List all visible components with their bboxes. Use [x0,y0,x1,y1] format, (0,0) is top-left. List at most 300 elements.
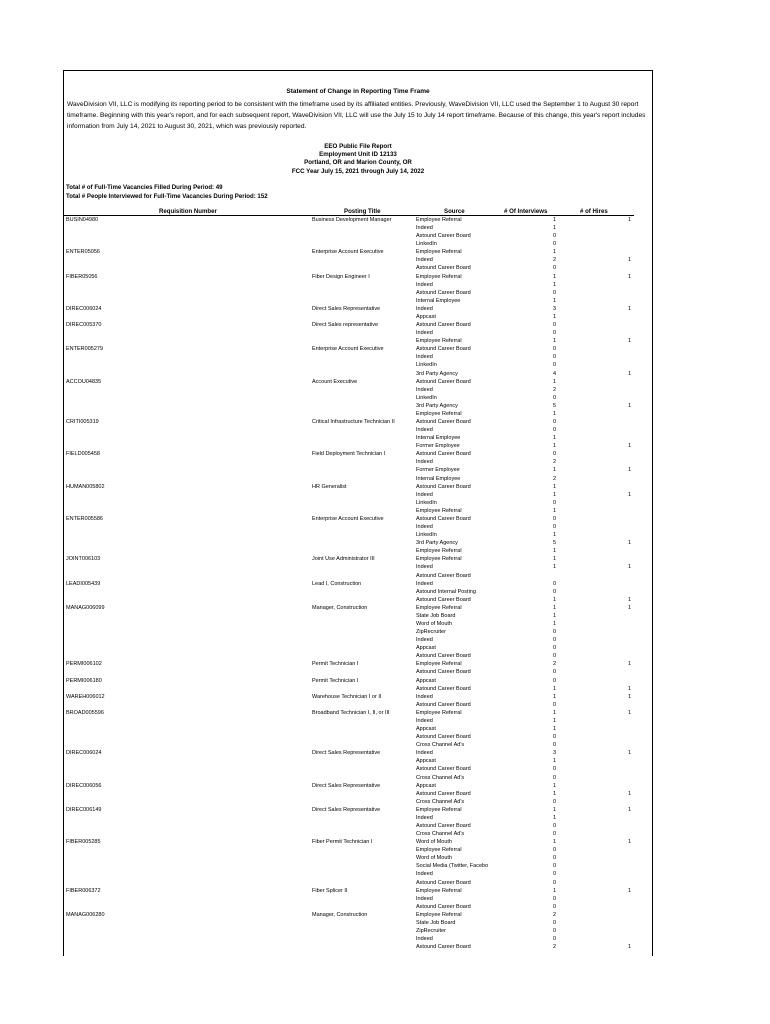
table-row [64,830,652,838]
col-header-source: Source [444,208,465,215]
col-header-interviews: # Of Interviews [504,208,548,215]
interview-count: 2 [552,386,556,393]
table-row [64,297,652,305]
interview-count: 1 [552,297,556,304]
interview-count: 1 [552,483,556,490]
interview-count: 1 [552,507,556,514]
source: Appcast [416,782,436,789]
posting-title: Manager, Construction [312,604,368,611]
table-row [64,733,652,741]
table-row [64,709,652,717]
posting-title: Fiber Design Engineer I [312,273,370,280]
interview-count: 0 [552,895,556,902]
table-row [64,879,652,887]
requisition-number: JOINT006103 [66,556,101,563]
posting-title: Critical Infrastructure Technician II [312,419,395,425]
hire-count: 1 [627,685,631,692]
source: 3rd Party Agency [416,540,458,547]
posting-title: Field Deployment Technician I [312,451,386,458]
interview-count: 0 [552,322,556,329]
table-row [64,943,652,951]
source: Indeed [416,386,433,393]
hire-count: 1 [627,257,631,264]
source: Indeed [416,305,433,312]
total-vacancies-filled: Total # of Full-Time Vacancies Filled During Period: 49 [66,184,223,191]
source: Astound Career Board [416,823,471,829]
col-header-requisition: Requisition Number [159,208,217,215]
table-row [64,911,652,919]
table-row [64,378,652,386]
table-row [64,466,652,474]
table-row [64,701,652,709]
source: Cross Channel Ad's [416,742,465,749]
hire-count: 1 [627,491,631,498]
source: Former Employee [416,467,460,474]
requisition-number: WAREH006012 [66,693,105,700]
report-location: Portland, OR and Marion County, OR [304,159,412,166]
interview-count: 0 [552,637,556,644]
source: Indeed [416,354,433,361]
requisition-number: MANAG006280 [66,911,105,918]
hire-count: 1 [627,564,631,571]
interview-count: 1 [552,596,556,603]
requisition-number: ACCOU04835 [66,378,102,385]
table-row [64,895,652,903]
source: LinkedIn [416,241,437,248]
source: Astound Internal Posting [416,588,476,595]
interview-count: 0 [552,354,556,361]
interview-count: 1 [552,435,556,442]
source: Astound Career Board [416,734,471,741]
source: Astound Career Board [416,903,471,910]
table-row [64,919,652,927]
source: Employee Referral [416,709,462,716]
hire-count: 1 [627,305,631,312]
requisition-number: ENTER005279 [66,346,103,353]
interview-count: 1 [552,443,556,450]
source: Indeed [416,895,433,902]
table-row [64,289,652,297]
table-row [64,434,652,442]
table-row [64,499,652,507]
source: Astound Career Board [416,451,471,458]
interview-count: 1 [552,612,556,619]
requisition-number: FIBER05056 [66,273,98,280]
interview-count: 0 [552,774,556,781]
source: Indeed [416,814,433,821]
employment-unit-id: Employment Unit ID 12133 [319,151,397,158]
table-row [64,927,652,935]
source: Employee Referral [416,604,462,611]
interview-count: 0 [552,847,556,854]
table-row [64,483,652,491]
table-row [64,612,652,620]
table-row [64,596,652,604]
hire-count: 1 [627,443,631,450]
table-row [64,442,652,450]
requisition-number: PERMI006180 [66,677,102,684]
table-row [64,588,652,596]
interview-count: 1 [552,814,556,821]
posting-title: Permit Technician I [312,661,359,668]
source: Appcast [416,758,436,765]
interview-count: 1 [552,685,556,692]
interview-count: 1 [552,467,556,474]
table-row [64,636,652,644]
interview-count: 1 [552,313,556,320]
table-row [64,620,652,628]
table-row [64,450,652,458]
report-period: FCC Year July 15, 2021 through July 14, 2022 [291,168,425,175]
source: Cross Channel Ad's [416,831,465,838]
posting-title: Enterprise Account Executive [312,515,384,522]
table-row [64,580,652,588]
table-row [64,660,652,668]
table-row [64,515,652,523]
interview-count: 0 [552,645,556,652]
table-row [64,693,652,701]
interview-count: 0 [552,419,556,425]
requisition-number: HUMAN005802 [66,483,105,490]
interview-count: 0 [552,394,556,401]
hire-count: 1 [627,273,631,280]
interview-count: 0 [552,515,556,522]
posting-title: Direct Sales Representative [312,750,381,757]
requisition-number: FIELD005458 [66,451,100,458]
requisition-number: DIREC006024 [66,750,102,757]
table-row [64,774,652,782]
source: Astound Career Board [416,669,471,676]
table-row [64,305,652,313]
source: Indeed [416,580,433,587]
table-row [64,854,652,862]
requisition-number: LEADI005439 [66,580,101,587]
table-row [64,563,652,571]
hire-count: 1 [627,887,631,894]
source: Indeed [416,330,433,337]
source: Employee Referral [416,887,462,894]
statement-title: Statement of Change in Reporting Time Frame [286,88,430,95]
report-page [63,70,653,956]
interview-count: 1 [552,548,556,555]
interview-count: 0 [552,734,556,741]
source: State Job Board [416,919,456,926]
requisition-number: BUSIN04980 [66,217,99,223]
source: Employee Referral [416,410,462,417]
source: Astound Career Board [416,419,471,425]
source: Employee Referral [416,548,462,555]
interview-count: 3 [552,305,556,312]
source: Former Employee [416,443,460,450]
table-row [64,281,652,289]
table-row [64,224,652,232]
source: Indeed [416,257,433,264]
table-row [64,232,652,240]
source: Employee Referral [416,273,462,280]
source: Indeed [416,564,433,571]
posting-title: Fiber Splicer II [312,887,348,894]
requisition-number: DIREC006024 [66,305,102,312]
source: Word of Mouth [416,621,452,627]
interview-count: 1 [552,273,556,280]
table-row [64,273,652,281]
table-row [64,903,652,911]
interview-count: 0 [552,451,556,458]
table-row [64,345,652,353]
source: Indeed [416,750,433,757]
table-row [64,644,652,652]
hire-count: 1 [627,790,631,797]
table-row [64,475,652,483]
table-row [64,765,652,773]
interview-count: 1 [552,249,556,256]
posting-title: Enterprise Account Executive [312,346,384,353]
hire-count: 1 [627,750,631,757]
table-row [64,361,652,369]
table-row [64,329,652,337]
interview-count: 0 [552,936,556,943]
source: Astound Career Board [416,685,471,692]
requisition-number: ENTER005586 [66,515,103,522]
table-row [64,572,652,580]
interview-count: 0 [552,330,556,337]
table-row [64,725,652,733]
source: State Job Board [416,612,456,619]
interview-count: 1 [552,717,556,724]
source: Astound Career Board [416,596,471,603]
interview-count: 1 [552,782,556,789]
table-row [64,337,652,345]
posting-title: Fiber Permit Technician I [312,839,373,846]
table-row [64,321,652,329]
source: Astound Career Board [416,944,471,951]
table-row [64,370,652,378]
source: LinkedIn [416,394,437,401]
interview-count: 0 [552,677,556,684]
interview-count: 1 [552,281,556,288]
interview-count: 1 [552,709,556,716]
source: Astound Career Board [416,265,471,272]
source: Social Media (Twitter, Facebo [416,863,489,870]
source: Indeed [416,491,433,498]
interview-count: 1 [552,410,556,417]
table-row [64,216,652,224]
table-row [64,822,652,830]
posting-title: Joint Use Administrator III [312,556,375,563]
source: Cross Channel Ad's [416,774,465,781]
source: Appcast [416,645,436,652]
source: Indeed [416,281,433,288]
interview-count: 0 [552,863,556,870]
hire-count: 1 [627,709,631,716]
hire-count: 1 [627,839,631,846]
table-row [64,240,652,248]
source: Employee Referral [416,911,462,918]
interview-count: 0 [552,233,556,240]
posting-title: Direct Sales representative [312,322,379,329]
table-row [64,523,652,531]
hire-count: 1 [627,467,631,474]
interview-count: 0 [552,855,556,862]
interview-count: 1 [552,217,556,223]
table-row [64,539,652,547]
source: Astound Career Board [416,515,471,522]
posting-title: Direct Sales Representative [312,806,381,813]
interview-count: 1 [552,887,556,894]
col-header-hires: # of Hires [580,208,608,215]
interview-count: 1 [552,621,556,627]
source: ZipRecruiter [416,629,446,636]
hire-count: 1 [627,370,631,377]
source: Indeed [416,717,433,724]
table-row [64,757,652,765]
source: ZipRecruiter [416,928,446,935]
hire-count: 1 [627,604,631,611]
interview-count: 0 [552,241,556,248]
interview-count: 1 [552,839,556,846]
table-row [64,677,652,685]
report-heading: EEO Public File Report [324,143,392,150]
source: Indeed [416,459,433,466]
table-row [64,870,652,878]
source: Astound Career Board [416,289,471,296]
hire-count: 1 [627,661,631,668]
interview-count: 0 [552,669,556,676]
source: Employee Referral [416,556,462,563]
interview-count: 1 [552,693,556,700]
col-header-posting-title: Posting Title [344,208,381,215]
source: Astound Career Board [416,879,471,886]
source: Astound Career Board [416,322,471,329]
hire-count: 1 [627,338,631,345]
requisition-number: FIBER006372 [66,887,101,894]
interview-count: 0 [552,871,556,878]
requisition-number: PERMI006102 [66,661,102,668]
source: Cross Channel Ad's [416,798,465,805]
interview-count: 1 [552,758,556,765]
interview-count: 1 [552,225,556,232]
requisition-number: DIREC006149 [66,806,102,813]
source: Astound Career Board [416,378,471,385]
interview-count: 0 [552,919,556,926]
interview-count: 0 [552,701,556,708]
table-row [64,410,652,418]
interview-count: 1 [552,491,556,498]
interview-count: 5 [552,402,556,409]
interview-count: 4 [552,370,556,377]
interview-count: 0 [552,903,556,910]
table-row [64,531,652,539]
source: Astound Career Board [416,766,471,773]
interview-count: 2 [552,459,556,466]
table-row [64,604,652,612]
table-row [64,386,652,394]
table-row [64,887,652,895]
posting-title: Business Development Manager [312,217,392,223]
source: Employee Referral [416,847,462,854]
interview-count: 1 [552,564,556,571]
interview-count: 1 [552,790,556,797]
interview-count: 1 [552,532,556,539]
source: Astound Career Board [416,572,471,579]
table-row [64,353,652,361]
table-row [64,652,652,660]
source: Internal Employee [416,435,461,442]
interview-count: 0 [552,653,556,660]
statement-body: WaveDivision VII, LLC is modifying its reporting period to be consistent with the timeframe used by its affiliated entities. Previously, WaveDivision VII, LLC used the September 1 to August 30 report timeframe. Beginning with this year's report, and for each subsequent report, WaveDivision VII, LLC will use the July 15 to July 14 report timeframe. Because of this change, this year's report includes information from July 14, 2021 to August 30, 2021, which was previously reported. [67,101,646,130]
interview-count: 0 [552,362,556,369]
posting-title: Direct Sales Representative [312,305,381,312]
hire-count: 1 [627,217,631,223]
source: Word of Mouth [416,855,452,862]
table-row [64,256,652,264]
source: Employee Referral [416,507,462,514]
table-row [64,685,652,693]
table-row [64,248,652,256]
posting-title: Lead I, Construction [312,580,362,587]
table-row [64,394,652,402]
hire-count: 1 [627,402,631,409]
source: Indeed [416,225,433,232]
source: Appcast [416,313,436,320]
source: Indeed [416,936,433,943]
source: Word of Mouth [416,839,452,846]
interview-count: 3 [552,750,556,757]
posting-title: Warehouse Technician I or II [312,693,382,700]
posting-title: Direct Sales Representative [312,782,381,789]
table-row [64,426,652,434]
interview-count: 2 [552,257,556,264]
requisition-number: BROAD005596 [66,709,104,716]
table-row [64,491,652,499]
source: Appcast [416,677,436,684]
interview-count: 1 [552,806,556,813]
interview-count: 1 [552,338,556,345]
source: Astound Career Board [416,653,471,660]
table-row [64,790,652,798]
total-people-interviewed: Total # People Interviewed for Full-Time Vacancies During Period: 152 [66,193,268,200]
interview-count: 0 [552,928,556,935]
posting-title: Account Executive [312,378,358,385]
interview-count: 1 [552,378,556,385]
table-row [64,668,652,676]
interview-count: 1 [552,556,556,563]
hire-count: 1 [627,944,631,951]
interview-count: 2 [552,661,556,668]
table-row [64,806,652,814]
table-row [64,814,652,822]
table-row [64,846,652,854]
table-row [64,862,652,870]
interview-count: 1 [552,726,556,733]
requisition-number: DIREC005370 [66,322,102,329]
source: Internal Employee [416,297,461,304]
source: Indeed [416,871,433,878]
requisition-number: CRITI005319 [66,419,99,425]
interview-count: 0 [552,265,556,272]
source: Employee Referral [416,249,462,256]
source: 3rd Party Agency [416,370,458,377]
table-row [64,741,652,749]
table-row [64,264,652,272]
source: LinkedIn [416,362,437,369]
interview-count: 0 [552,289,556,296]
source: Indeed [416,637,433,644]
requisition-number: FIBER005285 [66,839,101,846]
interview-count: 1 [552,604,556,611]
source: Employee Referral [416,661,462,668]
source: Internal Employee [416,475,461,482]
